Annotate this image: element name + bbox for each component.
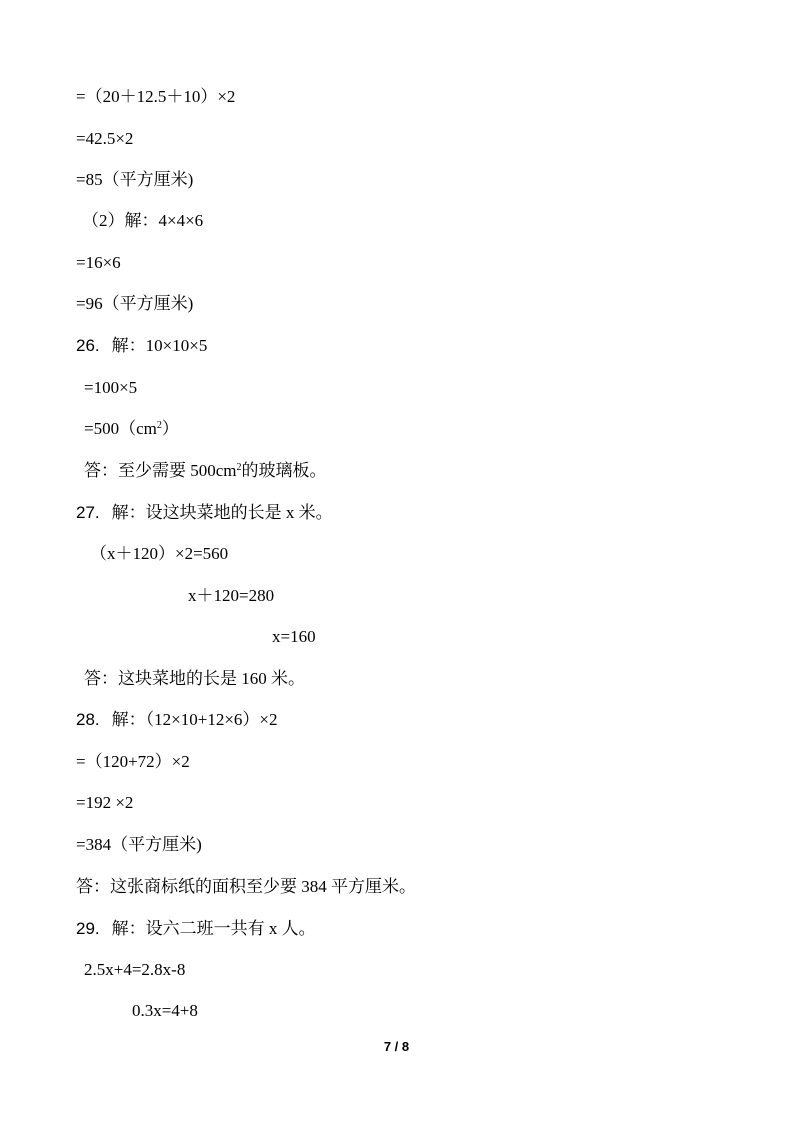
question-28-heading [76,709,278,731]
question-27-heading [76,502,333,524]
line-text: 答：这张商标纸的面积至少要 384 平方厘米。 [76,877,416,896]
question-number: 26. [76,336,100,355]
calc-line [76,834,202,856]
line-text: x=160 [272,627,316,646]
answer-line [84,668,305,690]
question-number: 27. [76,503,100,522]
equation-line [188,585,274,607]
calc-line [76,252,121,274]
sub-question-2 [82,210,203,232]
line-text: 解：设这块菜地的长是 x 米。 [111,503,333,522]
line-text: （x＋120）×2=560 [90,544,229,563]
line-text: =500（cm [84,419,157,438]
calc-line [76,751,190,773]
equation-line [84,959,185,981]
equation-line [272,626,316,648]
line-text: 答：至少需要 500cm [84,461,237,480]
superscript: 2 [156,420,162,431]
calc-line [84,377,137,399]
line-text: 2.5x+4=2.8x-8 [84,960,186,979]
line-text: =384（平方厘米) [76,835,202,854]
answer-line [84,460,327,482]
line-text: 0.3x=4+8 [132,1001,198,1020]
line-text: =（120+72）×2 [76,752,190,771]
superscript: 2 [236,462,242,473]
question-number: 28. [76,710,100,729]
calc-line [76,293,193,315]
line-text: 解：设六二班一共有 x 人。 [111,919,316,938]
line-text: 的玻璃板。 [241,461,327,480]
line-text: =42.5×2 [76,129,134,148]
answer-line [76,876,416,898]
line-text: x＋120=280 [188,586,275,605]
line-text: =85（平方厘米) [76,170,194,189]
line-text: （2）解：4×4×6 [82,211,204,230]
question-number: 29. [76,919,100,938]
calc-line [76,792,133,814]
question-26-heading [76,335,207,357]
line-text: =100×5 [84,378,138,397]
calc-line [76,128,133,150]
calc-line [76,169,193,191]
page-number: 7 / 8 [383,1039,410,1054]
line-text: =192 ×2 [76,793,134,812]
line-text: 解：10×10×5 [111,336,208,355]
calc-line [76,86,235,108]
line-text: =96（平方厘米) [76,294,194,313]
question-29-heading [76,918,316,940]
equation-line [132,1000,198,1022]
equation-line [90,543,228,565]
line-text: =16×6 [76,253,121,272]
line-text: 解：（12×10+12×6）×2 [111,710,278,729]
line-text: 答：这块菜地的长是 160 米。 [84,669,305,688]
line-text: ） [161,419,179,438]
line-text: =（20＋12.5＋10）×2 [76,87,236,106]
calc-line [84,418,179,440]
